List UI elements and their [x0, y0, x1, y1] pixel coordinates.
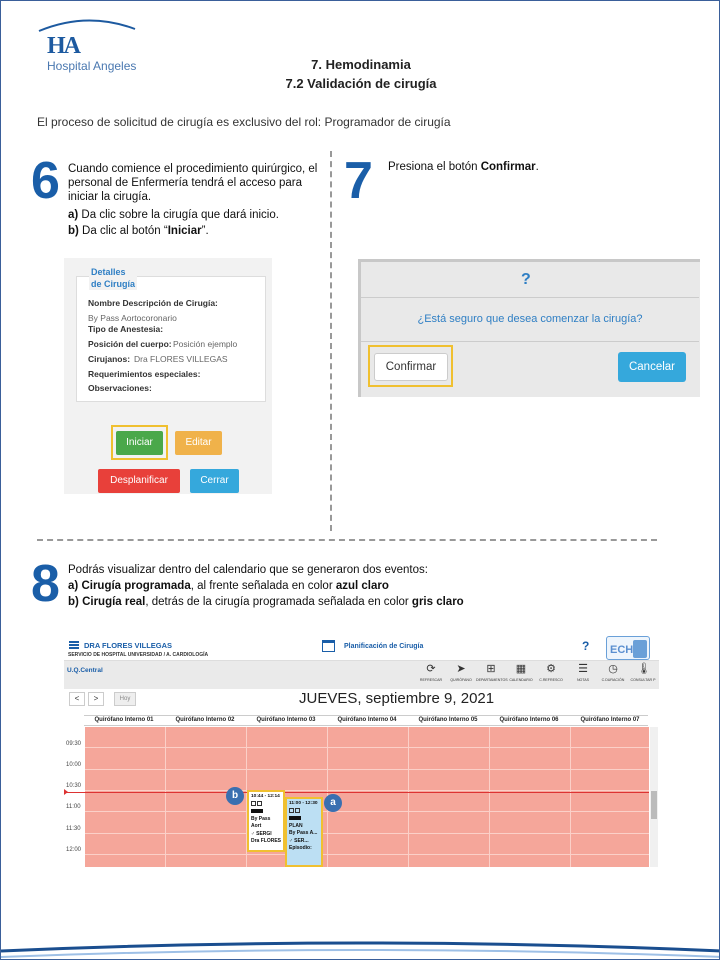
ech-logo	[606, 636, 650, 660]
step-8-instructions	[68, 563, 668, 611]
horizontal-divider	[37, 539, 657, 541]
event-real-surgery[interactable]	[247, 790, 285, 852]
confirmar-button[interactable]: Confirmar	[374, 353, 448, 381]
navigate-icon: ➤	[456, 663, 466, 675]
step-6-a-label: a)	[68, 209, 79, 221]
grid-column-line	[570, 727, 571, 867]
calendar-date: JUEVES, septiembre 9, 2021	[299, 690, 495, 707]
toolbar-label: C.REFRESCO	[539, 678, 563, 682]
grid-column-line	[489, 727, 490, 867]
time-label: 12:00	[66, 847, 82, 853]
toolbar-label: CALENDARIO	[509, 678, 533, 682]
cirujanos-label: Cirujanos:	[88, 354, 131, 364]
badge-b: b	[226, 787, 244, 805]
nombre-label: Nombre Descripción de Cirugía:	[88, 298, 218, 308]
toolbar-label: QUIRÓFANO	[450, 678, 472, 682]
event-episode: Episodio:	[289, 845, 312, 851]
menu-icon[interactable]	[69, 641, 79, 649]
unit-label: U.Q.Central	[67, 667, 103, 674]
square-icon	[251, 801, 256, 806]
page-subtitle: 7.2 Validación de cirugía	[285, 76, 437, 91]
prev-button[interactable]: <	[69, 692, 85, 706]
notes-icon: ☰	[578, 663, 588, 675]
event-redacted	[289, 815, 319, 823]
grid-row-line	[85, 790, 649, 791]
step-8-number: 8	[31, 555, 60, 613]
time-label: 09:30	[66, 741, 82, 747]
refresh-icon: ⟳	[426, 663, 436, 675]
anestesia-label: Tipo de Anestesia:	[88, 324, 164, 334]
calendar-icon	[322, 640, 335, 652]
posicion-label: Posición del cuerpo:	[88, 339, 172, 349]
event-icons	[251, 801, 281, 809]
dialog-divider-top	[361, 297, 699, 298]
step-7-text-post: .	[535, 161, 539, 173]
column-header: Quirófano Interno 05	[418, 717, 478, 723]
step-6-instructions	[68, 162, 326, 240]
event-person-row: ♂ SER...	[289, 837, 309, 844]
step-6-b-bold: Iniciar	[167, 225, 202, 237]
badge-a: a	[324, 794, 342, 812]
toolbar-cduracion[interactable]	[598, 661, 628, 682]
iniciar-button[interactable]: Iniciar	[116, 431, 163, 455]
logo-arc-icon	[37, 15, 147, 35]
cerrar-button[interactable]: Cerrar	[190, 469, 239, 493]
ech-logo-mark	[633, 640, 647, 658]
footer-wave	[1, 929, 720, 959]
step-7-instructions	[388, 160, 688, 174]
dialog-question: ¿Está seguro que desea comenzar la cirugía?	[417, 313, 643, 325]
toolbar-label: CONSULTAR P	[630, 678, 656, 682]
toolbar-label: C.DURACIÓN	[601, 678, 625, 682]
gear-icon: ⚙	[546, 663, 556, 675]
surgery-details-legend	[89, 266, 137, 290]
step-8-b-bold: Cirugía real	[82, 596, 146, 608]
column-header: Quirófano Interno 03	[256, 717, 316, 723]
calendar-section-title: Planificación de Cirugía	[344, 643, 424, 650]
dialog-divider-bottom	[361, 341, 699, 342]
toolbar-notas[interactable]	[568, 661, 598, 682]
grid-row-line	[85, 769, 649, 770]
step-8-a	[68, 579, 668, 593]
requerimientos-label: Requerimientos especiales:	[88, 369, 201, 379]
step-6-b-label: b)	[68, 225, 79, 237]
page-title: 7. Hemodinamia	[311, 57, 411, 72]
event-person: SERGI	[256, 830, 272, 837]
calendar-column-headers	[84, 715, 648, 726]
calendar-user: DRA FLORES VILLEGAS	[84, 641, 173, 650]
surgery-calendar	[64, 635, 659, 867]
today-button[interactable]: Hoy	[114, 692, 136, 706]
grid-column-line	[408, 727, 409, 867]
column-header: Quirófano Interno 07	[580, 717, 640, 723]
toolbar-label: NOTAS	[576, 678, 590, 682]
legend-line-1: Detalles	[91, 267, 126, 277]
intro-text: El proceso de solicitud de cirugía es exclusivo del rol: Programador de cirugía	[37, 115, 451, 129]
column-header: Quirófano Interno 04	[337, 717, 397, 723]
event-name: By Pass Aort	[251, 815, 271, 829]
calendar-service: SERVICIO DE HOSPITAL UNIVERSIDAD / A. CARDIOLOGÍA	[68, 652, 209, 658]
toolbar-crefresco[interactable]	[536, 661, 566, 682]
toolbar-label: REFRESCAR	[419, 678, 443, 682]
step-7-text-pre: Presiona el botón	[388, 161, 481, 173]
step-7-text-bold: Confirmar	[480, 161, 536, 173]
step-6-a	[68, 208, 326, 222]
column-header: Quirófano Interno 01	[94, 717, 154, 723]
grid-row-line	[85, 833, 649, 834]
step-6-b-pre: Da clic al botón “	[78, 225, 168, 237]
step-8-b	[68, 595, 668, 609]
toolbar-label: DEPARTAMENTOS	[476, 678, 508, 682]
event-redacted	[251, 808, 281, 816]
step-8-b-color: gris claro	[411, 596, 464, 608]
step-6-text: Cuando comience el procedimiento quirúrgico, el personal de Enfermería tendrá el acceso para iniciar la cirugía.	[68, 163, 318, 203]
current-time-line	[64, 792, 649, 793]
toolbar-refrescar[interactable]	[416, 661, 446, 682]
grid-row-line	[85, 811, 649, 812]
step-8-text: Podrás visualizar dentro del calendario que se generaron dos eventos:	[68, 564, 428, 576]
calendar-grid[interactable]	[85, 727, 649, 867]
grid-column-line	[165, 727, 166, 867]
event-name: By Pass A...	[289, 830, 318, 836]
step-7-number: 7	[344, 152, 373, 210]
event-time: 11:00 - 12:30	[289, 801, 318, 806]
step-6-a-text: Da clic sobre la cirugía que dará inicio.	[78, 209, 279, 221]
observaciones-label: Observaciones:	[88, 383, 152, 393]
ech-logo-text: ECH	[610, 644, 634, 656]
cirujanos-value: Dra FLORES VILLEGAS	[134, 354, 228, 364]
square-icon	[257, 801, 262, 806]
grid-row-line	[85, 854, 649, 855]
calendar-toolbar	[64, 661, 659, 689]
logo-mark: HA	[47, 33, 79, 59]
square-icon	[289, 808, 294, 813]
event-time: 10:44 - 12:14	[251, 794, 280, 799]
logo-text: Hospital Angeles	[47, 59, 137, 73]
toolbar-calendario[interactable]	[506, 661, 536, 682]
event-status: PLAN	[289, 822, 303, 829]
calendar-grid-icon: ▦	[515, 663, 527, 675]
help-icon[interactable]: ?	[582, 639, 590, 653]
legend-line-2: de Cirugía	[91, 279, 136, 289]
redacted-block	[289, 816, 301, 820]
grid-row-line	[85, 747, 649, 748]
step-8-b-mid: , detrás de la cirugía programada señalada en color	[145, 596, 412, 608]
redacted-block	[251, 809, 263, 813]
calendar-scroll-thumb[interactable]	[651, 791, 657, 819]
toolbar-quirofano[interactable]	[446, 661, 476, 682]
step-8-a-color: azul claro	[335, 580, 389, 592]
step-6-b	[68, 224, 326, 238]
time-label: 10:00	[66, 762, 82, 768]
column-header: Quirófano Interno 06	[499, 717, 559, 723]
posicion-value: Posición ejemplo	[173, 339, 238, 349]
event-planned-surgery[interactable]	[285, 797, 323, 867]
time-label: 10:30	[66, 783, 82, 789]
event-person-row: ♂ SERGI	[251, 830, 272, 837]
cancelar-button[interactable]: Cancelar	[618, 352, 686, 382]
next-button[interactable]: >	[88, 692, 104, 706]
square-icon	[295, 808, 300, 813]
thermometer-icon: 🌡	[637, 663, 651, 675]
desplanificar-button[interactable]: Desplanificar	[98, 469, 180, 493]
question-icon: ?	[521, 271, 531, 288]
column-header: Quirófano Interno 02	[175, 717, 235, 723]
step-6-b-post: ”.	[201, 225, 209, 237]
clock-icon: ◷	[608, 663, 618, 675]
nombre-value: By Pass Aortocoronario	[88, 313, 177, 323]
step-8-a-bold: Cirugía programada	[81, 580, 191, 592]
hierarchy-icon: ⊞	[486, 663, 496, 675]
step-8-a-label: a)	[68, 580, 79, 592]
calendar-topbar	[64, 635, 659, 661]
event-person: SER...	[294, 837, 309, 844]
step-8-a-mid: , al frente señalada en color	[190, 580, 336, 592]
current-time-marker	[64, 789, 68, 795]
time-label: 11:30	[66, 826, 81, 832]
toolbar-consultar[interactable]	[628, 661, 658, 682]
time-label: 11:00	[66, 804, 81, 810]
editar-button[interactable]: Editar	[175, 431, 222, 455]
vertical-divider	[330, 151, 332, 531]
toolbar-departamentos[interactable]	[476, 661, 506, 682]
step-6-number: 6	[31, 152, 60, 210]
step-8-b-label: b)	[68, 596, 79, 608]
event-doctor: Dra FLORES	[251, 838, 282, 844]
event-icons	[289, 808, 319, 816]
